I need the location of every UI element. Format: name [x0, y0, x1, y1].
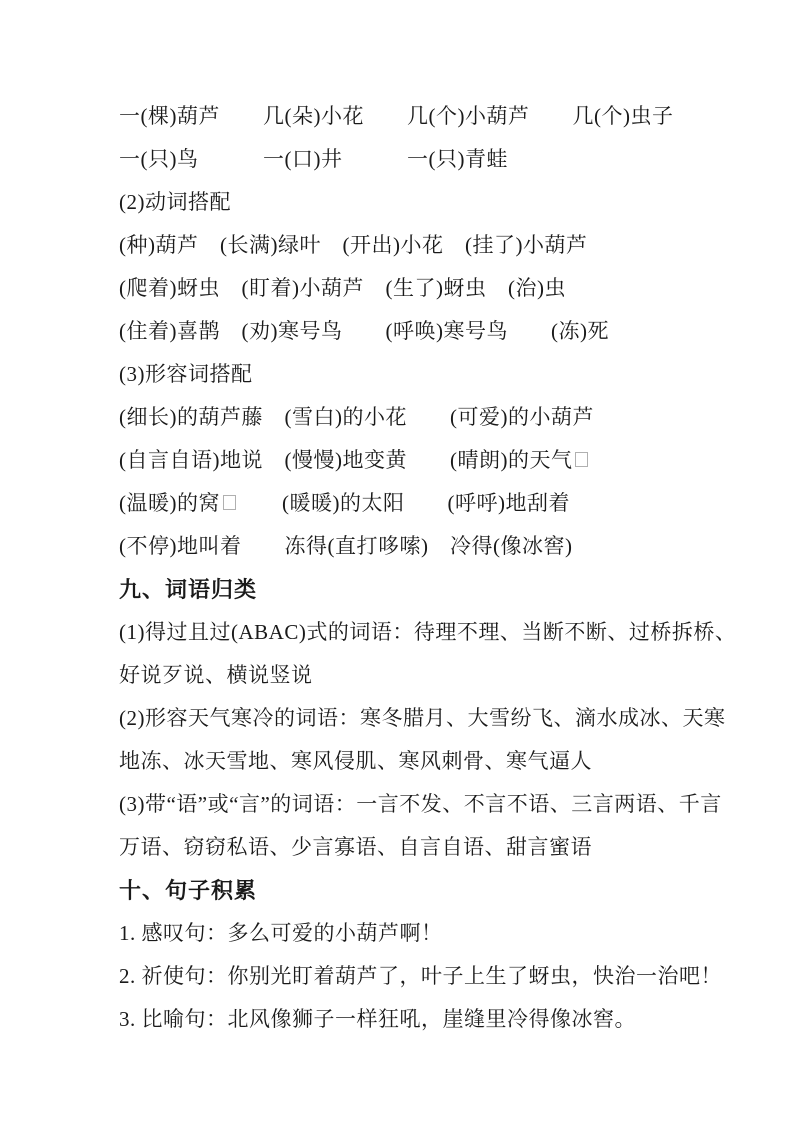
abac-words-line-1: (1)得过且过(ABAC)式的词语：待理不理、当断不断、过桥拆桥、	[119, 620, 737, 644]
speech-words-line-1: (3)带“语”或“言”的词语：一言不发、不言不语、三言两语、千言	[119, 792, 722, 816]
section-heading-sentence-accumulation: 十、句子积累	[119, 878, 258, 903]
verb-pairing-line-1: (种)葫芦 (长满)绿叶 (开出)小花 (挂了)小葫芦	[119, 233, 588, 257]
speech-words-line-2: 万语、窃窃私语、少言寡语、自言自语、甜言蜜语	[119, 835, 592, 859]
line-text: (自言自语)地说 (慢慢)地变黄 (晴朗)的天气	[119, 448, 573, 472]
quantifier-pairing-line-1: 一(棵)葫芦 几(朵)小花 几(个)小葫芦 几(个)虫子	[119, 104, 674, 128]
adjective-pairing-line-2	[119, 439, 739, 482]
imperative-sentence-line: 2. 祈使句：你别光盯着葫芦了，叶子上生了蚜虫，快治一治吧！	[119, 964, 722, 988]
missing-glyph-box	[575, 452, 588, 467]
exclamatory-sentence-line: 1. 感叹句：多么可爱的小葫芦啊！	[119, 921, 443, 945]
line-text: (温暖)的窝	[119, 491, 220, 515]
missing-glyph-box	[223, 495, 236, 510]
subsection-label-verb-pairing: (2)动词搭配	[119, 190, 231, 214]
adjective-pairing-line-3	[119, 482, 739, 525]
section-heading-word-categories: 九、词语归类	[119, 577, 258, 602]
adjective-pairing-line-4: (不停)地叫着 冻得(直打哆嗦) 冷得(像冰窖)	[119, 534, 573, 558]
verb-pairing-line-3: (住着)喜鹊 (劝)寒号鸟 (呼唤)寒号鸟 (冻)死	[119, 319, 609, 343]
subsection-label-adjective-pairing: (3)形容词搭配	[119, 362, 253, 386]
line-text: (暖暖)的太阳 (呼呼)地刮着	[239, 491, 570, 515]
adjective-pairing-line-1: (细长)的葫芦藤 (雪白)的小花 (可爱)的小葫芦	[119, 405, 594, 429]
abac-words-line-2: 好说歹说、横说竖说	[119, 663, 313, 687]
verb-pairing-line-2: (爬着)蚜虫 (盯着)小葫芦 (生了)蚜虫 (治)虫	[119, 276, 566, 300]
quantifier-pairing-line-2: 一(只)鸟 一(口)井 一(只)青蛙	[119, 147, 508, 171]
simile-sentence-line: 3. 比喻句：北风像狮子一样狂吼，崖缝里冷得像冰窖。	[119, 1007, 636, 1031]
cold-weather-words-line-1: (2)形容天气寒冷的词语：寒冬腊月、大雪纷飞、滴水成冰、天寒	[119, 706, 726, 730]
cold-weather-words-line-2: 地冻、冰天雪地、寒风侵肌、寒风刺骨、寒气逼人	[119, 749, 592, 773]
document-content	[119, 95, 739, 1041]
